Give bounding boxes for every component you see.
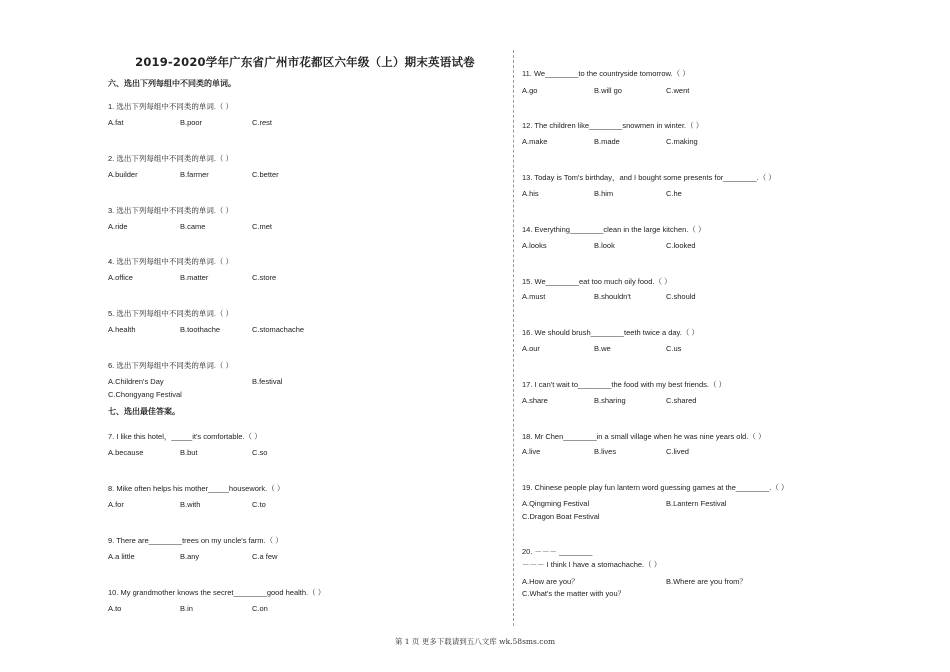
option-a: A.because xyxy=(108,448,144,457)
question-text: 6. 选出下列每组中不同类的单词.（ ） xyxy=(108,361,234,370)
option-a: A.office xyxy=(108,273,133,282)
option-c: C.What's the matter with you？ xyxy=(522,589,626,598)
question-text: 18. Mr Chen________in a small village when he was nine years old.（ ） xyxy=(522,432,766,441)
option-c: C.a few xyxy=(252,552,278,561)
option-c: C.on xyxy=(252,604,268,613)
option-c: C.rest xyxy=(252,118,273,127)
option-b: B.but xyxy=(180,448,198,457)
question-text-line2: －－－ I think I have a stomachache.（ ） xyxy=(522,560,662,569)
option-c: C.to xyxy=(252,500,266,509)
option-b: B.toothache xyxy=(180,325,221,334)
option-c: C.lived xyxy=(666,447,689,456)
option-c: C.should xyxy=(666,292,696,301)
option-a: A.health xyxy=(108,325,136,334)
option-c: C.stomachache xyxy=(252,325,305,334)
option-b: B.any xyxy=(180,552,200,561)
option-a: A.for xyxy=(108,500,124,509)
option-b: B.in xyxy=(180,604,193,613)
question-text: 11. We________to the countryside tomorrow.（ ） xyxy=(522,69,690,78)
option-c: C.Dragon Boat Festival xyxy=(522,512,600,521)
option-a: A.our xyxy=(522,344,540,353)
question-text: 16. We should brush________teeth twice a day.（ ） xyxy=(522,328,699,337)
option-b: B.look xyxy=(594,241,615,250)
section-heading-6: 六、选出下列每组中不同类的单词。 xyxy=(108,79,236,88)
option-b: B.will go xyxy=(594,86,622,95)
option-c: C.making xyxy=(666,137,698,146)
question-text: 17. I can't wait to________the food with my best friends.（ ） xyxy=(522,380,727,389)
option-b: B.sharing xyxy=(594,396,626,405)
question-text: 15. We________eat too much oily food.（ ） xyxy=(522,277,672,286)
page-footer: 第 1 页 更多下载请到五八文库 wk.58sms.com xyxy=(394,637,556,646)
option-a: A.How are you？ xyxy=(522,577,579,586)
option-c: C.he xyxy=(666,189,682,198)
question-text: 7. I like this hotel，_____it's comfortable.（ ） xyxy=(108,432,262,441)
option-a: A.live xyxy=(522,447,541,456)
option-a: A.go xyxy=(522,86,538,95)
option-c: C.us xyxy=(666,344,682,353)
option-a: A.his xyxy=(522,189,539,198)
option-c: C.better xyxy=(252,170,279,179)
question-text: 9. There are________trees on my uncle's farm.（ ） xyxy=(108,536,283,545)
option-c: C.went xyxy=(666,86,690,95)
option-b: B.farmer xyxy=(180,170,209,179)
question-text: 3. 选出下列每组中不同类的单词.（ ） xyxy=(108,206,234,215)
question-text: 14. Everything________clean in the large kitchen.（ ） xyxy=(522,225,706,234)
option-a: A.looks xyxy=(522,241,547,250)
option-a: A.share xyxy=(522,396,548,405)
option-b: B.festival xyxy=(252,377,283,386)
option-a: A.builder xyxy=(108,170,138,179)
option-a: A.ride xyxy=(108,222,128,231)
option-b: B.shouldn't xyxy=(594,292,631,301)
option-b: B.Where are you from？ xyxy=(666,577,747,586)
question-text: 12. The children like________snowmen in winter.（ ） xyxy=(522,121,704,130)
question-text: 4. 选出下列每组中不同类的单词.（ ） xyxy=(108,257,234,266)
option-c: C.Chongyang Festival xyxy=(108,390,182,399)
option-a: A.make xyxy=(522,137,548,146)
option-a: A.a little xyxy=(108,552,135,561)
question-text: 13. Today is Tom's birthday，and I bought some presents for________.（ ） xyxy=(522,173,776,182)
column-divider xyxy=(513,50,514,626)
option-a: A.must xyxy=(522,292,546,301)
option-b: B.him xyxy=(594,189,614,198)
question-text: 10. My grandmother knows the secret________good health.（ ） xyxy=(108,588,326,597)
question-text: 1. 选出下列每组中不同类的单词.（ ） xyxy=(108,102,234,111)
option-b: B.lives xyxy=(594,447,617,456)
option-b: B.poor xyxy=(180,118,203,127)
option-b: B.with xyxy=(180,500,201,509)
question-text: 2. 选出下列每组中不同类的单词.（ ） xyxy=(108,154,234,163)
option-c: C.met xyxy=(252,222,273,231)
option-b: B.we xyxy=(594,344,611,353)
section-heading-7: 七、选出最佳答案。 xyxy=(108,407,180,416)
question-text: 20. －－－ ________ xyxy=(522,547,593,556)
question-text: 5. 选出下列每组中不同类的单词.（ ） xyxy=(108,309,234,318)
option-b: B.Lantern Festival xyxy=(666,499,727,508)
page-title: 2019-2020学年广东省广州市花都区六年级（上）期末英语试卷 xyxy=(135,55,475,69)
option-a: A.fat xyxy=(108,118,124,127)
option-c: C.so xyxy=(252,448,268,457)
option-a: A.Children's Day xyxy=(108,377,164,386)
option-b: B.came xyxy=(180,222,206,231)
option-c: C.store xyxy=(252,273,277,282)
option-a: A.Qingming Festival xyxy=(522,499,590,508)
option-c: C.shared xyxy=(666,396,697,405)
option-a: A.to xyxy=(108,604,122,613)
question-text: 8. Mike often helps his mother_____housework.（ ） xyxy=(108,484,285,493)
option-c: C.looked xyxy=(666,241,696,250)
option-b: B.made xyxy=(594,137,620,146)
question-text: 19. Chinese people play fun lantern word guessing games at the________.（ ） xyxy=(522,483,789,492)
option-b: B.matter xyxy=(180,273,209,282)
